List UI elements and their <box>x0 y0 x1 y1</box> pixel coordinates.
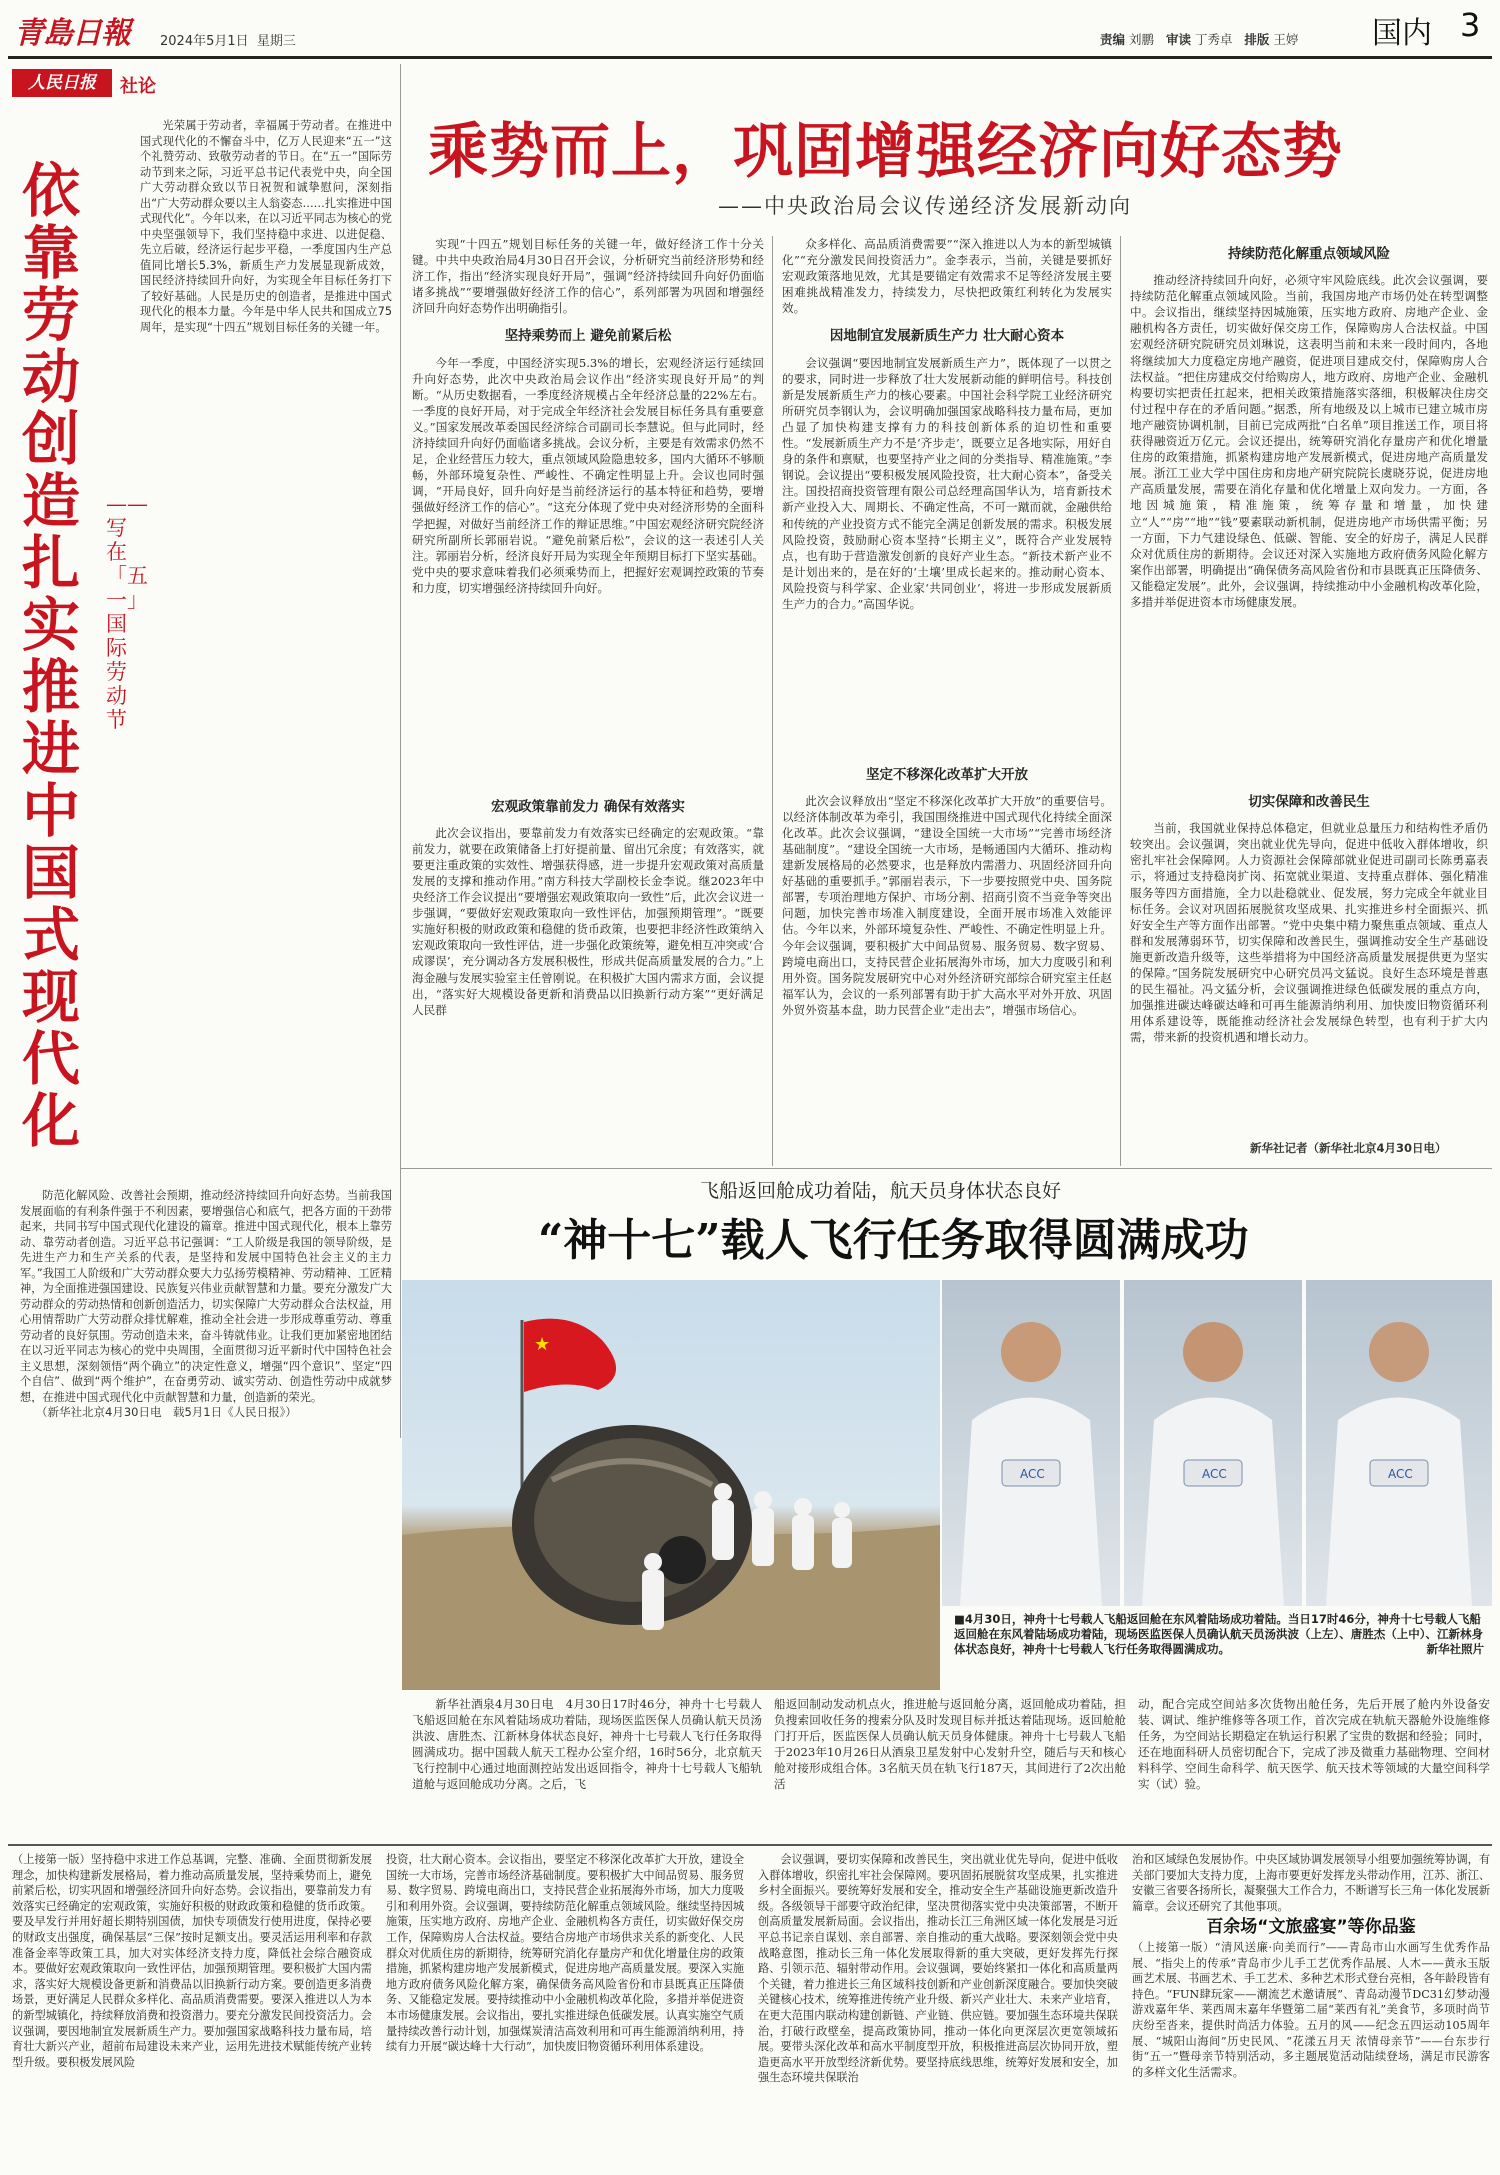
editorial-source: （新华社北京4月30日电 载5月1日《人民日报》） <box>36 1405 297 1419</box>
article-column-b <box>782 236 1112 1166</box>
continuation-column-1 <box>12 1852 372 2170</box>
editorial-label: 社论 <box>120 76 156 97</box>
editorial-paragraph: 防范化解风险、改善社会预期，推动经济持续回升向好态势。当前我国发展面临的有利条件强于不利因素，要增强信心和底气，把各方面的干劲带起来，共同书写中国式现代化建设的篇章。推进中国式现代化，根本上靠劳动、靠劳动者创造。习近平总书记强调：“工人阶级是我国的领导阶级，是先进生产力和生产关系的代表，是坚持和发展中国特色社会主义的主力军。”我国工人阶级和广大劳动群众要大力弘扬劳模精神、劳动精神、工匠精神，为全面推进强国建设、民族复兴伟业贡献智慧和力量。要充分激发广大劳动群众的劳动热情和创新创造活力，切实保障广大劳动群众合法权益，用心用情帮助广大劳动群众排忧解难，推动全社会进一步形成尊重劳动、尊重劳动者的良好氛围。劳动创造未来，奋斗铸就伟业。让我们更加紧密地团结在以习近平同志为核心的党中央周围，全面贯彻习近平新时代中国特色社会主义思想，深刻领悟“两个确立”的决定性意义，增强“四个意识”、坚定“四个自信”、做到“两个维护”，在奋勇劳动、诚实劳动、创造性劳动中成就梦想，在推进中国式现代化中贡献智慧和力量，创造新的荣光。 <box>20 1189 392 1403</box>
photo-caption <box>954 1612 1484 1690</box>
article-paragraph: 今年一季度，中国经济实现5.3%的增长，宏观经济运行延续回升向好态势，此次中央政治局会议作出“经济实现良好开局”的判断。“从历史数据看，一季度经济规模占全年经济总量的22%左右。一季度的良好开局，对于完成全年经济社会发展目标任务具有重要意义。”国家发展改革委国民经济综合司副司长李慧说。但与此同时，经济持续回升向好仍面临诸多挑战。会议分析，主要是有效需求仍然不足，企业经营压力较大，重点领域风险隐患较多，国内大循环不够顺畅，外部环境复杂性、严峻性、不确定性明显上升。会议也同时强调，“开局良好，回升向好是当前经济运行的基本特征和趋势，要增强做好经济工作的信心”。“这充分体现了党中央对经济形势的全面科学把握，对做好当前经济工作的辩证思维。”中国宏观经济研究院经济研究所副所长郭丽岩说。“避免前紧后松”，会议的这一表述引人关注。郭丽岩分析，经济良好开局为实现全年预期目标打下坚实基础。党中央的要求意味着我们必须乘势而上，把握好宏观调控政策的节奏和力度，切实增强经济持续回升向好。 <box>412 355 764 595</box>
continuation-paragraph: 治和区域绿色发展协作。中央区域协调发展领导小组要加强统筹协调，有关部门要加大支持力度，上海市要更好发挥龙头带动作用，江苏、浙江、安徽三省要各扬所长，凝聚强大工作合力，不断谱写长三角一体化发展新篇章。会议还研究了其他事项。 <box>1132 1853 1490 1913</box>
column-divider <box>1120 236 1121 1166</box>
mission-patch: ACC <box>1202 1467 1227 1481</box>
reviewer-name: 丁秀卓 <box>1194 32 1233 47</box>
weekday: 星期三 <box>256 34 296 49</box>
editorial-title: 依靠劳动创造扎实推进中国式现代化 <box>22 157 81 1155</box>
space-kicker: 飞船返回舱成功着陆，航天员身体状态良好 <box>700 1180 1062 1202</box>
editorial-body-column <box>140 118 392 1188</box>
article-subheading: 坚持乘势而上 避免前紧后松 <box>504 328 672 345</box>
china-flag <box>524 1319 616 1392</box>
space-column-3 <box>1138 1696 1490 1866</box>
article-paragraph: 众多样化、高品质消费需要”“深入推进以人为本的新型城镇化”“充分激发民间投资活力”。金李表示，当前，关键是要抓好宏观政策落地见效，尤其是要锚定有效需求不足等经济发展主要困难挑战精准发力，持续发力，尽快把政策红利转化为发展实效。 <box>782 237 1112 316</box>
astronaut-photo-jiang-xinlin <box>1306 1280 1492 1606</box>
article-column-c <box>1130 246 1488 1134</box>
space-column-2 <box>774 1696 1126 1866</box>
space-column-1 <box>412 1696 762 1866</box>
spacesuit <box>1142 1398 1284 1607</box>
continuation-column-3 <box>758 1852 1118 2170</box>
date: 2024年5月1日 <box>160 34 249 49</box>
continuation-column-2 <box>386 1852 744 2170</box>
landing-scene-illustration <box>402 1280 940 1690</box>
photo-credit: 新华社照片 <box>1426 1642 1484 1656</box>
article-paragraph: 此次会议释放出“坚定不移深化改革扩大开放”的重要信号。以经济体制改革为牵引，我国围绕推进中国式现代化持续全面深化改革。此次会议强调，“建设全国统一大市场”“完善市场经济基础制度”。“建设全国统一大市场，是畅通国内大循环、推动构建新发展格局的必然要求，也是释放内需潜力、巩固经济回升向好基础的重要抓手。”郭丽岩表示，下一步要按照党中央、国务院部署，专项治理地方保护、市场分割、招商引资不当竞争等突出问题，加快完善市场准入制度建设，全面开展市场准入效能评估。今年以来，外部环境复杂性、严峻性、不确定性明显上升。今年会议强调，要积极扩大中间品贸易、服务贸易、数字贸易、跨境电商出口，支持民营企业拓展海外市场，加大力度吸引和利用外资。国务院发展研究中心对外经济研究部综合研究室主任赵福军认为，会议的一系列部署有助于扩大高水平对外开放、巩固外贸外资基本盘，助力民营企业“走出去”，增强市场信心。 <box>782 793 1112 1017</box>
astronaut-photo-tang-hongbo <box>942 1280 1120 1606</box>
continuation-paragraph: 会议强调，要切实保障和改善民生，突出就业优先导向，促进中低收入群体增收，织密扎牢社会保障网。要巩固拓展脱贫攻坚成果，扎实推进乡村全面振兴。要统筹好发展和安全，推动安全生产基础设施更新改造升级。各级领导干部要守政治纪律，坚决贯彻落实党中央决策部署，不断开创高质量发展新局面。会议指出，推动长江三角洲区域一体化发展是习近平总书记亲自谋划、亲自部署、亲自推动的重大战略。要深刻领会党中央战略意图，推动长三角一体化发展取得新的重大突破，更好发挥先行探路、引领示范、辐射带动作用。会议强调，要始终紧扣一体化和高质量两个关键，着力推进长三角区域科技创新和产业创新深度融合。要加快突破关键核心技术，统筹推进传统产业升级、新兴产业壮大、未来产业培育，在更大范围内联动构建创新链、产业链、供应链。要加强生态环境共保联治，打破行政壁垒，提高政策协同，推动一体化向更深层次更宽领域拓展。要带头深化改革和高水平制度型开放，积极推进高层次协同开放，塑造更高水平开放型经济新优势。要坚持底线思维，统筹好发展和安全，加强生态环境共保联治 <box>758 1853 1118 2085</box>
mission-patch: ACC <box>1388 1467 1413 1481</box>
capsule-landing-photo <box>402 1280 940 1690</box>
review-label: 审读 <box>1165 32 1191 47</box>
layout-label: 排版 <box>1244 32 1270 47</box>
article-source: 新华社记者（新华社北京4月30日电） <box>1250 1141 1447 1155</box>
peoples-daily-logo: 人民日报 <box>12 69 112 97</box>
article-subheading: 宏观政策靠前发力 确保有效落实 <box>491 798 685 815</box>
editorial-paragraph: 光荣属于劳动者，幸福属于劳动者。在推进中国式现代化的不懈奋斗中，亿万人民迎来“五一”这个礼赞劳动、致敬劳动者的节日。在“五一”国际劳动节到来之际，习近平总书记代表党中央，向全国广大劳动群众致以节日祝贺和诚挚慰问，深刻指出“广大劳动群众要以主人翁姿态……扎实推进中国式现代化”。今年以来，在以习近平同志为核心的党中央坚强领导下，我们坚持稳中求进、以进促稳、先立后破，经济运行起步平稳，一季度国内生产总值同比增长5.3%，新质生产力发展显现新成效，国民经济持续回升向好，为实现全年目标任务打下了较好基础。人民是历史的创造者，是推进中国式现代化的根本力量。今年是中华人民共和国成立75周年，是实现“十四五”规划目标任务的关键一年。 <box>140 119 392 334</box>
column-divider <box>400 64 401 1438</box>
editorial-body-lower <box>20 1188 392 1403</box>
mission-patch: ACC <box>1020 1467 1045 1481</box>
editor-label: 责编 <box>1100 32 1126 47</box>
article-paragraph: 推动经济持续回升向好，必须守牢风险底线。此次会议强调，要持续防范化解重点领域风险。当前，我国房地产市场仍处在转型调整中。会议指出，继续坚持因城施策，压实地方政府、房地产企业、金融机构各方责任，切实做好保交房工作，保障购房人合法权益。中国宏观经济研究院研究员刘琳说，这表明当前和未来一段时间内，各地将继续加大力度稳定房地产融资，促进项目建成交付，保障购房人合法权益。“把住房建成交付给购房人，地方政府、房地产企业、金融机构要切实把责任扛起来，把相关政策措施落实落细，积极解决住房交付过程中存在的矛盾问题。”据悉，所有地级及以上城市已建立城市房地产融资协调机制，目前已完成两批“白名单”项目推送工作，项目将获得融资近万亿元。会议还提出，统筹研究消化存量房产和优化增量住房的政策措施，抓紧构建房地产发展新模式，促进房地产高质量发展。浙江工业大学中国住房和房地产研究院院长虞晓芬说，促进房地产高质量发展，需要在消化存量和优化增量上双向发力。一方面，各地因城施策，精准施策，统筹存量和增量，加快建立“人”“房”“地”“钱”要素联动新机制，促进房地产市场供需平衡；另一方面，下力气建设绿色、低碳、智能、安全的好房子，满足人民群众对优质住房的新期待。会议还对深入实施地方政府债务风险化解方案作出部署，明确提出“确保债务高风险省份和市县既真正压降债务、又能稳定发展”。此外，会议强调，持续推动中小金融机构改革化险，多措并举促进资本市场健康发展。 <box>1130 273 1488 609</box>
astronaut-face <box>1001 1322 1061 1382</box>
column-divider <box>772 236 773 1166</box>
section-divider <box>400 1168 1492 1169</box>
article-column-a <box>412 236 764 1166</box>
spacesuit <box>960 1398 1102 1607</box>
space-paragraph: 船返回制动发动机点火，推进舱与返回舱分离，返回舱成功着陆，担负搜索回收任务的搜索分队及时发现目标并抵达着陆现场。返回舱舱门打开后，医监医保人员确认航天员身体健康。神舟十七号载人飞船于2023年10月26日从酒泉卫星发射中心发射升空，随后与天和核心舱对接形成组合体。3名航天员在轨飞行187天，其间进行了2次出舱活 <box>774 1697 1126 1792</box>
flag-star-icon: ★ <box>534 1334 551 1355</box>
main-subheadline: ——中央政治局会议传递经济发展新动向 <box>718 194 1132 218</box>
masthead-rule <box>8 56 1492 59</box>
astronaut-face <box>1369 1322 1429 1382</box>
article-subheading: 坚定不移深化改革扩大开放 <box>866 766 1028 783</box>
astronaut-face <box>1183 1322 1243 1382</box>
spacesuit <box>1326 1398 1472 1607</box>
capsule-hatch <box>658 1536 706 1584</box>
article-paragraph: 会议强调“要因地制宜发展新质生产力”，既体现了一以贯之的要求，同时进一步释放了壮大发展新动能的鲜明信号。科技创新是发展新质生产力的核心要素。中国社会科学院工业经济研究所研究员李钢认为，会议明确加强国家战略科技力量布局，更加凸显了加快构建支撑有力的科技创新体系的迫切性和重要性。“发展新质生产力不是‘齐步走’，既要立足各地实际，用好自身的条件和禀赋，也要坚持产业之间的分类指导、精准施策。”李钢说。会议提出“要积极发展风险投资，壮大耐心资本”，备受关注。国投招商投资管理有限公司总经理高国华认为，培育新技术新产业投入大、周期长、不确定性高，不可一蹴而就，金融供给和传统的产业投资方式不能完全满足创新发展的需求。积极发展风险投资，鼓励耐心资本坚持“长期主义”，既符合产业发展特点，也有助于营造激发创新的良好产业生态。“新技术新产业不是计划出来的，是在好的‘土壤’里成长起来的。推动耐心资本、风险投资与科学家、企业家‘共同创业’，将进一步形成发展新质生产力的合力。”高国华说。 <box>782 355 1112 611</box>
space-paragraph: 新华社酒泉4月30日电 4月30日17时46分，神舟十七号载人飞船返回舱在东风着陆场成功着陆，现场医监医保人员确认航天员汤洪波、唐胜杰、江新林身体状态良好，神舟十七号载人飞行任务取得圆满成功。据中国载人航天工程办公室介绍，16时56分，北京航天飞行控制中心通过地面测控站发出返回指令，神舟十七号载人飞船轨道舱与返回舱成功分离。之后，飞 <box>412 1697 762 1792</box>
article-subheading: 因地制宜发展新质生产力 壮大耐心资本 <box>829 328 1065 345</box>
continuation-paragraph: 投资，壮大耐心资本。会议指出，要坚定不移深化改革扩大开放，建设全国统一大市场，完善市场经济基础制度。要积极扩大中间品贸易、服务贸易、数字贸易、跨境电商出口，支持民营企业拓展海外市场，加大力度吸引和利用外资。会议强调，要持续防范化解重点领域风险。继续坚持因城施策，压实地方政府、房地产企业、金融机构各方责任，切实做好保交房工作，保障购房人合法权益。要结合房地产市场供求关系的新变化、人民群众对优质住房的新期待，统筹研究消化存量房产和优化增量住房的政策措施，抓紧构建房地产发展新模式，促进房地产高质量发展。要深入实施地方政府债务风险化解方案，确保债务高风险省份和市县既真正压降债务、又能稳定发展。要持续推动中小金融机构改革化险，多措并举促进资本市场健康发展。会议指出，要扎实推进绿色低碳发展。认真实施空气质量持续改善行动计划，加强煤炭清洁高效利用和可再生能源消纳利用，持续有力开展“碳达峰十大行动”，加快废旧物资循环利用体系建设。 <box>386 1853 744 2054</box>
article-paragraph: 此次会议指出，要靠前发力有效落实已经确定的宏观政策。“靠前发力，就要在政策储备上打好提前量、留出冗余度；有效落实，就要更注重政策的实效性、增强获得感，进一步提升宏观政策对高质量发展的支撑和推动作用。”南方科技大学副校长金李说。继2023年中央经济工作会议提出“要增强宏观政策取向一致性”后，此次会议进一步强调，“要做好宏观政策取向一致性评估，加强预期管理”。“既要实施好积极的财政政策和稳健的货币政策，也要把非经济性政策纳入宏观政策取向一致性评估，进一步强化政策统筹，避免相互冲突或‘合成谬误’，充分调动各方发展积极性，形成共促高质量发展的合力。”上海金融与发展实验室主任曾刚说。在积极扩大国内需求方面，会议提出，“落实好大规模设备更新和消费品以旧换新行动方案”“更好满足人民群 <box>412 825 764 1017</box>
masthead <box>0 0 1500 58</box>
layouter-name: 王婷 <box>1273 32 1299 47</box>
continuation-column-4 <box>1132 1852 1490 2170</box>
article-paragraph: 当前，我国就业保持总体稳定，但就业总量压力和结构性矛盾仍较突出。会议强调，突出就业优先导向，促进中低收入群体增收，织密扎牢社会保障网。人力资源社会保障部就业促进司副司长陈勇嘉表示，将通过支持稳岗扩岗、拓宽就业渠道、支持重点群体、强化精准服务等四方面措施，全力以赴稳就业、促发展，努力完成全年就业目标任务。会议对巩固拓展脱贫攻坚成果、扎实推进乡村全面振兴、抓好安全生产等方面作出部署。“党中央集中精力聚焦重点领域、重点人群和发展薄弱环节，切实保障和改善民生，强调推动安全生产基础设施更新改造升级等，这些举措将为中国经济高质量发展提供更为坚实的保障。”国务院发展研究中心研究员冯文猛说。良好生态环境是普惠的民生福祉。冯文猛分析，会议强调推进绿色低碳发展的重点方向，加强推进碳达峰碳达峰和可再生能源消纳利用、加快废旧物资循环利用体系建设等，既能推动经济社会发展绿色转型，也有利于扩大内需，带来新的投资机遇和增长动力。 <box>1130 821 1488 1045</box>
space-paragraph: 动，配合完成空间站多次货物出舱任务，先后开展了舱内外设备安装、调试、维护维修等各项工作，首次完成在轨航天器舱外设施维修任务，为空间站长期稳定在轨运行积累了宝贵的数据和经验；同时，还在地面科研人员密切配合下，完成了涉及微重力基础物理、空间材料科学、空间生命科学、航天医学、航天技术等领域的大量空间科学实（试）验。 <box>1138 1697 1490 1792</box>
article-subheading: 切实保障和改善民生 <box>1248 794 1370 811</box>
continuation-paragraph: （上接第一版）“清风送廉·向美而行”——青岛市山水画写生优秀作品展、“指尖上的传承”青岛市少儿手工艺优秀作品展、人木——黄永玉版画艺术展、书画艺术、手工艺术、多种艺术形式登台亮相，各年龄段皆有持色。“FUN肆玩家——潮流艺术邀请展”、青岛动漫节DC31幻梦动漫游戏嘉年华、莱西周末嘉年华暨第二届“莱西有礼”美食节，多项时尚节庆纷至沓来，提供时尚活力体验。五月的风——纪念五四运动105周年展、“城阳山海间”历史民风、“花漾五月天 浓情母亲节”——台东步行街“五一”暨母亲节特别活动，多主题展览活动陆续登场，满足市民游客的多样文化生活需求。 <box>1132 1940 1490 2079</box>
editor-name: 刘鹏 <box>1129 32 1155 47</box>
newspaper-logo: 青島日報 <box>14 16 130 51</box>
article-subheading: 持续防范化解重点领域风险 <box>1228 246 1390 262</box>
continuation-paragraph: （上接第一版）坚持稳中求进工作总基调，完整、准确、全面贯彻新发展理念，加快构建新发展格局，着力推动高质量发展，坚持乘势而上，避免前紧后松，切实巩固和增强经济回升向好态势。会议指出，要靠前发力有效落实已经确定的宏观政策，实施好积极的财政政策和稳健的货币政策。要及早发行并用好超长期特别国债，加快专项债发行使用进度，保持必要的财政支出强度，确保基层“三保”按时足额支出。要灵活运用利率和存款准备金率等政策工具，加大对实体经济支持力度，降低社会综合融资成本。要做好宏观政策取向一致性评估，加强预期管理。要积极扩大国内需求，落实好大规模设备更新和消费品以旧换新行动方案。要创造更多消费场景，更好满足人民群众多样化、高品质消费需要。要深入推进以人为本的新型城镇化，持续释放消费和投资潜力。要充分激发民间投资活力。会议强调，要因地制宜发展新质生产力。要加强国家战略科技力量布局，培育壮大新兴产业，超前布局建设未来产业，运用先进技术赋能传统产业转型升级。要积极发展风险 <box>12 1853 372 2069</box>
space-headline: “神十七”载人飞行任务取得圆满成功 <box>538 1215 1249 1266</box>
culture-festival-headline: 百余场“文旅盛宴”等你品鉴 <box>1206 1917 1416 1938</box>
editorial-badge <box>12 68 180 102</box>
astronaut-photo-tang-shengjie <box>1124 1280 1302 1606</box>
section-name: 国内 <box>1372 16 1432 51</box>
staff-credits <box>1100 30 1298 48</box>
caption-text: ■4月30日，神舟十七号载人飞船返回舱在东风着陆场成功着陆。当日17时46分，神舟十七号载人飞船返回舱在东风着陆场成功着陆，现场医监医保人员确认航天员汤洪波（上左）、唐胜杰（上中）、江新林身体状态良好，神舟十七号载人飞行任务取得圆满成功。 <box>954 1612 1483 1656</box>
bottom-section-rule <box>8 1844 1492 1846</box>
issue-date <box>160 30 296 49</box>
article-paragraph: 实现“十四五”规划目标任务的关键一年，做好经济工作十分关键。中共中央政治局4月30日召开会议，分析研究当前经济形势和经济工作，指出“经济实现良好开局”，强调“经济持续回升向好仍面临诸多挑战”“要增强做好经济工作的信心”，系列部署为巩固和增强经济回升向好态势作出明确指引。 <box>412 237 764 316</box>
main-headline: 乘势而上，巩固增强经济向好态势 <box>428 117 1343 187</box>
page-number: 3 <box>1460 6 1481 44</box>
editorial-subtitle: ——写在「五一」国际劳动节 <box>106 492 148 732</box>
